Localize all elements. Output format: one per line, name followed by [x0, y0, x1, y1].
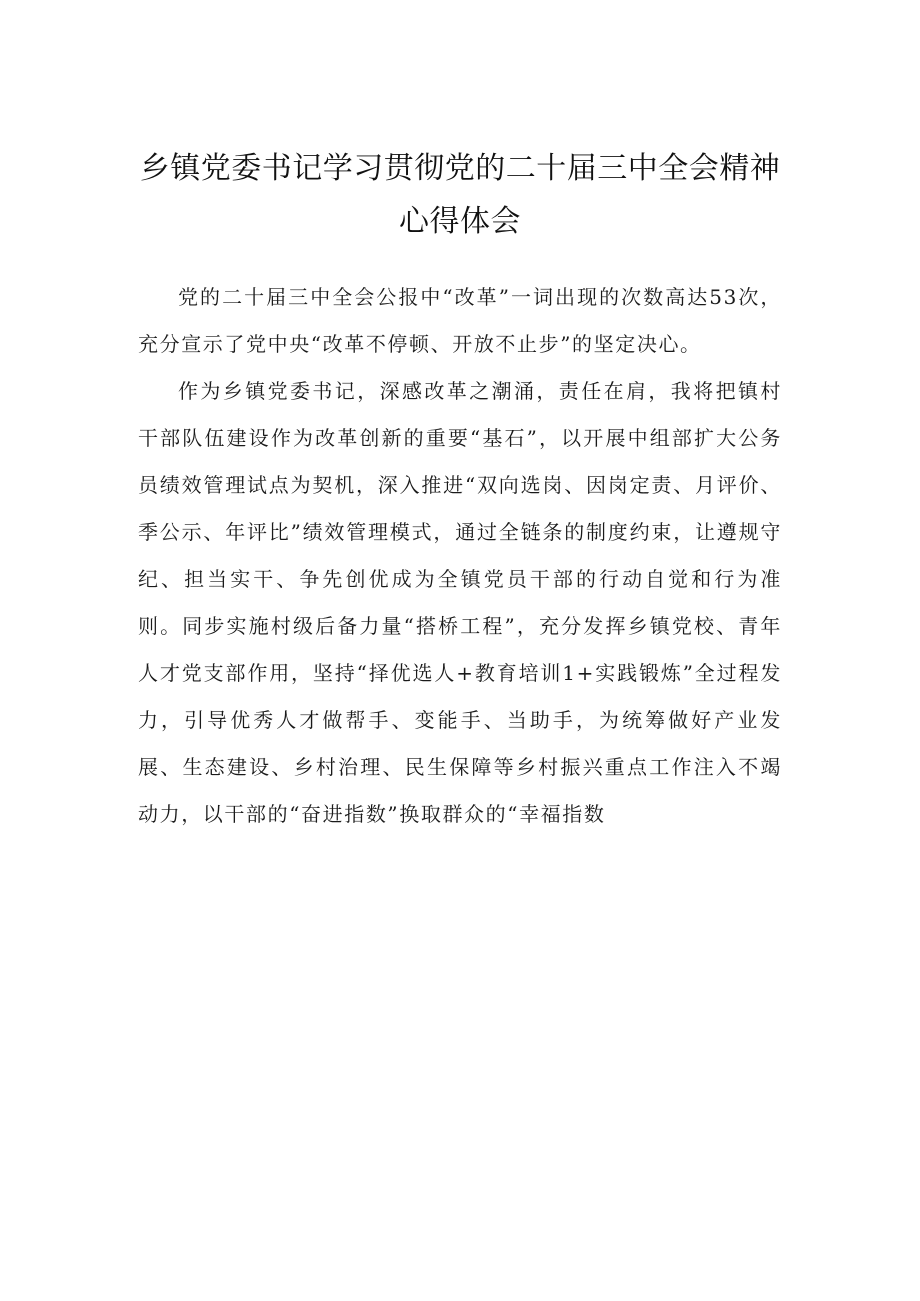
document-title: 乡镇党委书记学习贯彻党的二十届三中全会精神心得体会: [139, 151, 781, 239]
paragraph-1: 党的二十届三中全会公报中“改革”一词出现的次数高达53次，充分宣示了党中央“改革不停顿、开放不止步”的坚定决心。: [138, 285, 782, 356]
paragraph-2: 作为乡镇党委书记，深感改革之潮涌，责任在肩，我将把镇村干部队伍建设作为改革创新的重要“基石”，以开展中组部扩大公务员绩效管理试点为契机，深入推进“双向选岗、因岗定责、月评价、季公示、年评比”绩效管理模式，通过全链条的制度约束，让遵规守纪、担当实干、争先创优成为全镇党员干部的行动自觉和行为准则。同步实施村级后备力量“搭桥工程”，充分发挥乡镇党校、青年人才党支部作用，坚持“择优选人+教育培训1+实践锻炼”全过程发力，引导优秀人才做帮手、变能手、当助手，为统筹做好产业发展、生态建设、乡村治理、民生保障等乡村振兴重点工作注入不竭动力，以干部的“奋进指数”换取群众的“幸福指数: [138, 379, 782, 826]
